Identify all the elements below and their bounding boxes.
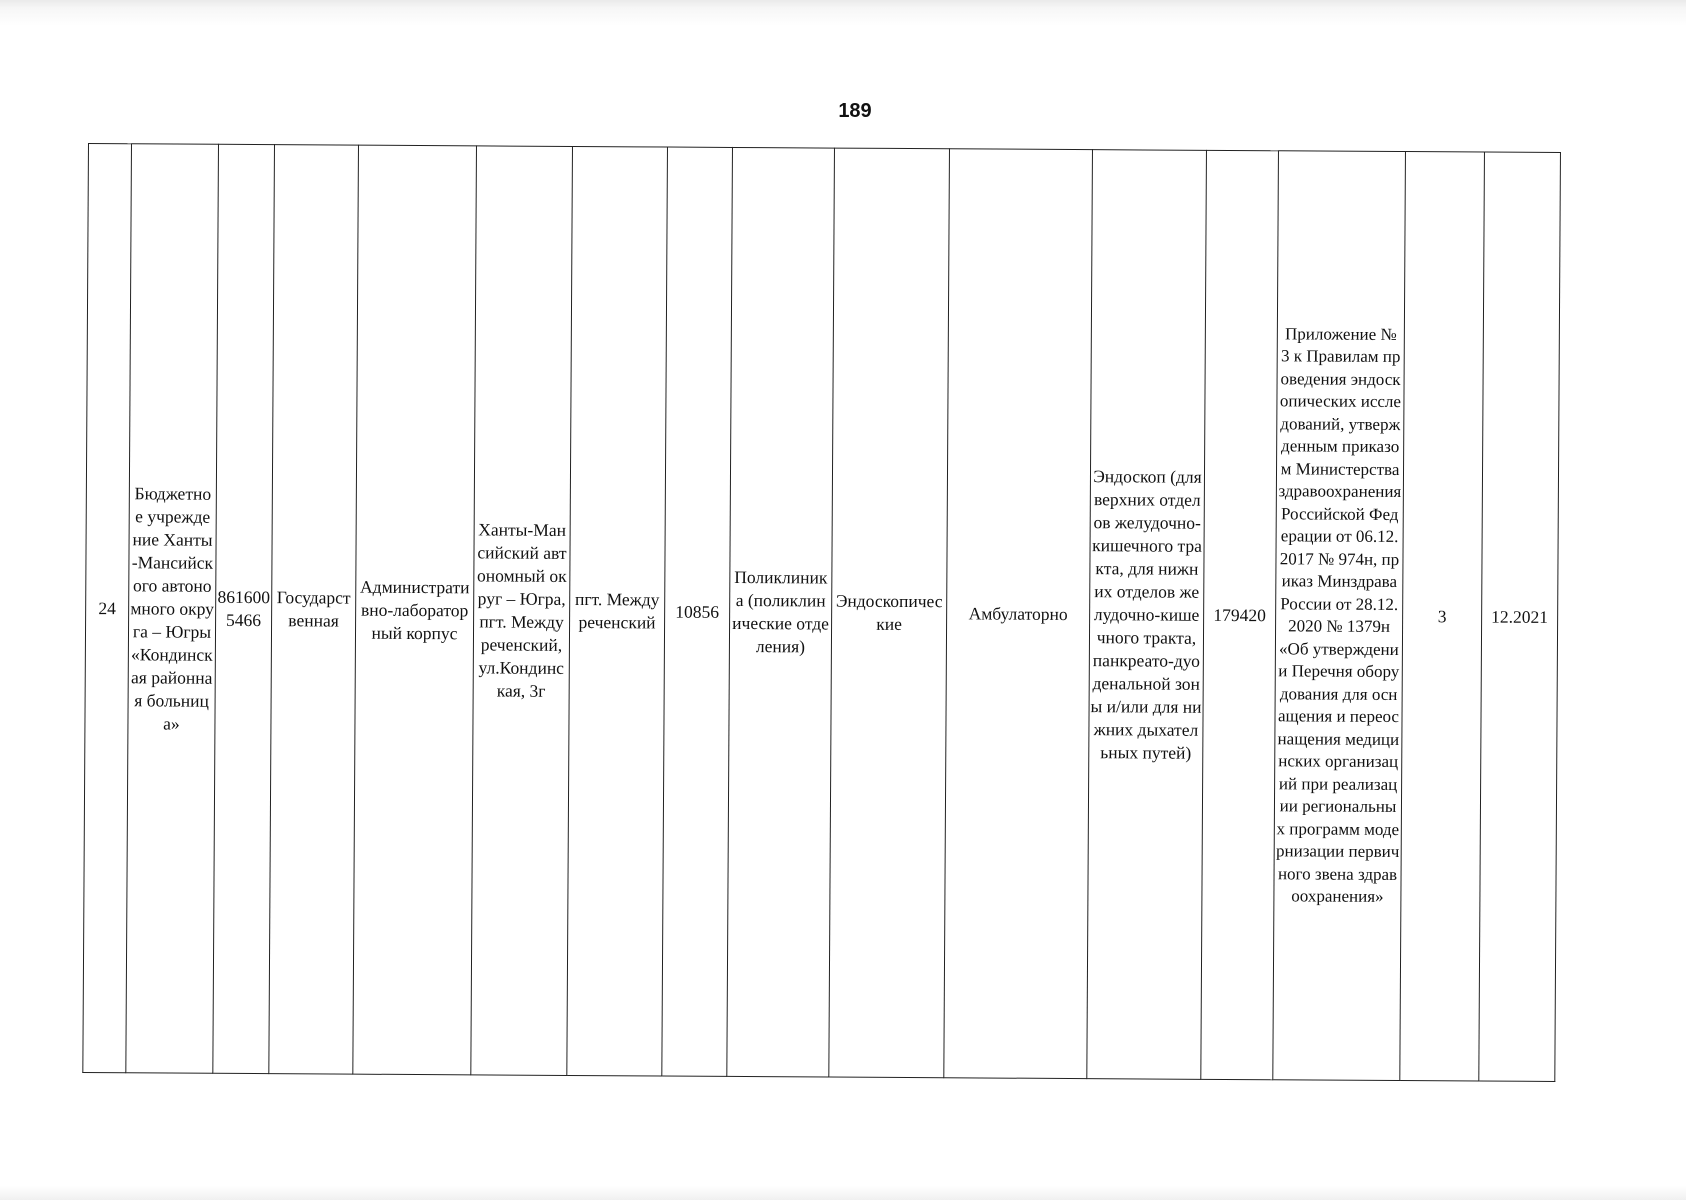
table-row [83, 144, 1561, 1082]
cell-ownership: Государственная [269, 145, 359, 1074]
cell-basis: Приложение № 3 к Правилам проведения эндоскопических исследований, утвержденным приказом Министерства здравоохранения Российской Федерации от 06.12.2017 № 974н, приказ Минздрава России от 28.12.2020 № 1379н «Об утверждении Перечня оборудования для оснащения и переоснащения медицинских организаций при реализации региональных программ модернизации первичного звена здравоохранения» [1273, 151, 1406, 1081]
cell-care-conditions: Амбулаторно [944, 149, 1093, 1079]
cell-row-number: 24 [83, 144, 132, 1073]
cell-code: 10856 [662, 147, 733, 1076]
cell-building: Административно-лабораторный корпус [353, 145, 477, 1075]
cell-profile: Эндоскопические [829, 148, 950, 1078]
cell-inn: 8616005466 [213, 144, 275, 1073]
cell-quantity: 3 [1400, 152, 1485, 1081]
cell-equipment: Эндоскоп (для верхних отделов желудочно-кишечного тракта, для нижних отделов желудочно-кишечного тракта, панкреато-дуоденальной зоны и/или для нижних дыхательных путей) [1087, 150, 1207, 1080]
scan-top-edge [0, 0, 1686, 30]
page-number: 189 [838, 100, 872, 122]
equipment-table [82, 143, 1561, 1082]
cell-organization: Бюджетное учреждение Ханты-Мансийского автономного округа – Югры «Кондинская районная больница» [126, 144, 219, 1074]
cell-department: Поликлиника (поликлинические отделения) [727, 147, 835, 1077]
cell-equipment-code: 179420 [1201, 150, 1279, 1079]
cell-address: Ханты-Мансийский автономный округ – Югра, пгт. Междуреченский, ул.Кондинская, 3г [471, 146, 573, 1076]
cell-date: 12.2021 [1479, 152, 1561, 1081]
scan-bottom-edge [0, 1186, 1686, 1200]
cell-settlement: пгт. Междуреченский [567, 146, 668, 1076]
